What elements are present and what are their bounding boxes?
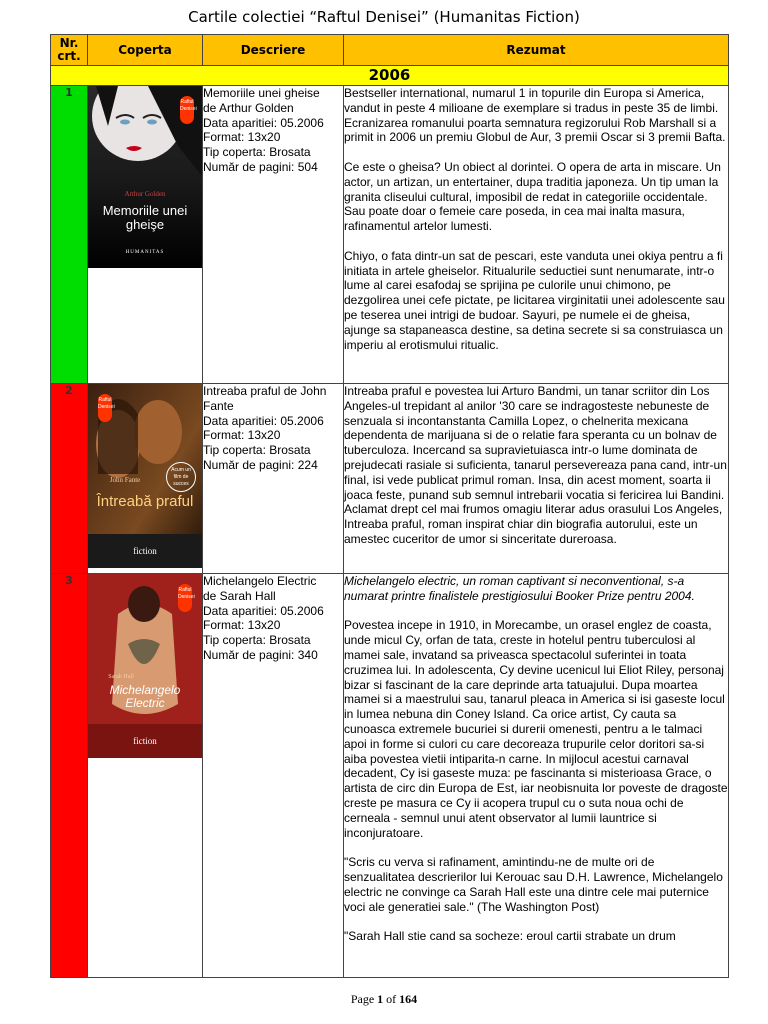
summary-cell bbox=[344, 86, 729, 384]
books-table bbox=[50, 34, 729, 978]
cover-brand: fiction bbox=[133, 736, 157, 746]
header-summary: Rezumat bbox=[344, 35, 729, 66]
cover-title-line2: Electric bbox=[125, 695, 165, 710]
year-row bbox=[51, 66, 729, 86]
cover-title-line2: gheişe bbox=[125, 216, 165, 232]
cover-title-line1: Michelangelo bbox=[109, 683, 181, 697]
header-cover: Coperta bbox=[88, 35, 203, 66]
desc-format: Format: 13x20 bbox=[203, 130, 281, 145]
table-row bbox=[51, 384, 729, 574]
cover-cell bbox=[88, 574, 203, 978]
summary-paragraph: Chiyo, o fata dintr-un sat de pescari, este vanduta unei okiya pentru a fi initiata in artele gheiselor. Ritualurile seductiei sunt nenumarate, intr-o lume al carei esafodaj se sprijina pe culorile unui chimono, pe dezgolirea unei cefe pictate, pe licitarea virginitatii unei adolescente sau pe teserea unei intrigi de budoar. Sayuri, pe numele ei de gheisa, ajunge sa stapaneasca destine, sa detina secrete si sa construiasca un imperiu al erotismului ritualic. bbox=[344, 248, 725, 352]
book-cover-intreaba-praful bbox=[88, 384, 202, 568]
summary-paragraph: Intreaba praful e povestea lui Arturo Bandmi, un tanar scriitor din Los Angeles-ul trepidant al anilor '30 care se indragosteste nebuneste de senzuala si incontanstanta Camilla Lopez, o chelnerita mexicana dependenta de marijuana si de o relatie fara speranta cu un bolnav de tuberculoza. Incercand sa supravietuiasca intr-o lume dominata de prejudecati rasiale si suficienta, tanarul persevereaza pana cand, intr-un final, isi vede publicat primul roman. Insa, din acest moment, soarta ii joaca feste, punand sub semnul intrebarii vocatia si fericirea lui Bandini. Aclamat drept cel mai frumos omagiu literar adus orasului Los Angeles, Intreaba praful, roman inspirat chiar din biografia autorului, este un amestec cuceritor de umor si sinceritate dureroasa. bbox=[344, 384, 727, 546]
footer-page-total: 164 bbox=[399, 992, 418, 1006]
desc-pages: Număr de pagini: 340 bbox=[203, 647, 318, 662]
row-number: 1 bbox=[51, 86, 88, 384]
desc-author: de Arthur Golden bbox=[203, 100, 294, 115]
desc-pages: Număr de pagini: 504 bbox=[203, 159, 318, 174]
table-row bbox=[51, 574, 729, 978]
cover-brand: fiction bbox=[133, 546, 157, 556]
desc-author: Fante bbox=[203, 398, 234, 413]
summary-lead: Michelangelo electric, un roman captivant si neconventional, s-a numarat printre finalistele prestigiosului Booker Prize pentru 2004. bbox=[344, 574, 695, 603]
cover-title bbox=[88, 684, 202, 709]
desc-date: Data aparitiei: 05.2006 bbox=[203, 603, 324, 618]
document-title: Cartile colectiei “Raftul Denisei” (Humanitas Fiction) bbox=[188, 8, 580, 26]
badge-text: Raftul Denisei bbox=[178, 587, 195, 600]
cover-author: John Fante bbox=[109, 476, 141, 484]
summary-paragraph: Povestea incepe in 1910, in Morecambe, un orasel englez de coasta, unde micul Cy, orfan de tata, creste in hotelul pentru tuberculosi al mamei sale, invatand sa priveasca spectacolul suferintei in toata cruzimea lui. In adolescenta, Cy devine ucenicul lui Eliot Riley, personaj bizar si fascinant de la care deprinde arta tatuajului. Dupa moartea mamei si a maestrului sau, tanarul pleaca in America si isi gaseste locul in lumea nebuna din Coney Island. Ca orice artist, Cy cauta sa cunoasca extremele bucuriei si durerii omenesti, pentru a le talmaci apoi in forme si culori cu care decoreaza trupurile celor doritori sa-si aiba povestea vietii intiparita-n carne. In mijlocul acestui carnaval decadent, Cy isi gaseste muza: pe fascinanta si misterioasa Grace, o artista de circ din Europa de Est, iar neobisnuita lor poveste de dragoste creste pe masura ce Cy ii acopera trupul cu o suta noua ochi de cerneala - semnul unui atent observator al lumii launtrice si inconjuratoare. bbox=[344, 618, 728, 840]
summary-cell bbox=[344, 574, 729, 978]
raftul-denisei-badge bbox=[98, 394, 115, 422]
summary-cell bbox=[344, 384, 729, 574]
raftul-denisei-badge bbox=[180, 96, 197, 124]
summary-quote: "Scris cu verva si rafinament, amintindu-ne de multe ori de senzualitatea descrierilor lui Kerouac sau D.H. Lawrence, Michelangelo electric ne convinge ca Sarah Hall este una dintre cele mai puternice voci ale generatiei sale." (The Washington Post) bbox=[344, 855, 723, 914]
desc-format: Format: 13x20 bbox=[203, 428, 281, 443]
desc-title: Memoriile unei gheise bbox=[203, 86, 320, 100]
desc-date: Data aparitiei: 05.2006 bbox=[203, 115, 324, 130]
header-description: Descriere bbox=[203, 35, 344, 66]
header-nr bbox=[51, 35, 88, 66]
header-nr-label: Nr. bbox=[59, 36, 79, 50]
cover-brand: HUMANITAS bbox=[125, 250, 165, 255]
row-number: 3 bbox=[51, 574, 88, 978]
summary-clip bbox=[344, 574, 728, 972]
desc-cover-type: Tip coperta: Brosata bbox=[203, 633, 311, 648]
desc-pages: Număr de pagini: 224 bbox=[203, 457, 318, 472]
desc-format: Format: 13x20 bbox=[203, 618, 281, 633]
badge-text: Raftul Denisei bbox=[180, 99, 197, 112]
year-label: 2006 bbox=[51, 66, 729, 86]
cover-title bbox=[88, 204, 202, 231]
page-footer bbox=[0, 992, 768, 1007]
desc-title: Michelangelo Electric bbox=[203, 574, 317, 588]
cover-title: Întreabă praful bbox=[96, 493, 194, 510]
cover-tagline: Acum un film de succes bbox=[166, 462, 196, 492]
summary-paragraph: Ce este o gheisa? Un obiect al dorintei. O opera de arta in miscare. Un actor, un artizan, un entertainer, dupa traditia japoneza. Un tip uman la granita cliseului cultural, imposibil de redat in categoriile occidentale. Sau poate doar o femeie care poseda, in cea mai inalta masura, rafinamentul artelor lumesti. bbox=[344, 159, 721, 234]
footer-of-word: of bbox=[386, 992, 397, 1006]
badge-text: Raftul Denisei bbox=[98, 397, 115, 410]
cover-cell bbox=[88, 384, 203, 574]
description-cell bbox=[203, 86, 344, 384]
summary-paragraph: Bestseller international, numarul 1 in topurile din Europa si America, vandut in peste 4 milioane de exemplare si tradus in peste 35 de limbi. Ecranizarea romanului poarta semnatura regizorului Rob Marshall si a primit in 2006 un premiu Globul de Aur, 3 premii Oscar si 3 premii Bafta. bbox=[344, 86, 726, 145]
description-cell bbox=[203, 384, 344, 574]
cover-author: Sarah Hall bbox=[108, 674, 134, 680]
desc-date: Data aparitiei: 05.2006 bbox=[203, 413, 324, 428]
desc-cover-type: Tip coperta: Brosata bbox=[203, 443, 311, 458]
book-cover-memoriile bbox=[88, 86, 202, 268]
row-number: 2 bbox=[51, 384, 88, 574]
desc-author: de Sarah Hall bbox=[203, 588, 276, 603]
desc-title: Intreaba praful de John bbox=[203, 384, 327, 398]
footer-page-word: Page bbox=[350, 992, 375, 1006]
cover-title-line1: Memoriile unei bbox=[102, 203, 188, 218]
desc-cover-type: Tip coperta: Brosata bbox=[203, 145, 311, 160]
header-crt-label: crt. bbox=[57, 49, 81, 63]
cover-cell bbox=[88, 86, 203, 384]
cover-author: Arthur Golden bbox=[124, 190, 166, 198]
book-cover-michelangelo bbox=[88, 574, 202, 758]
raftul-denisei-badge bbox=[178, 584, 195, 612]
table-header-row bbox=[51, 35, 729, 66]
table-row bbox=[51, 86, 729, 384]
footer-page-current: 1 bbox=[377, 992, 384, 1006]
summary-quote: "Sarah Hall stie cand sa socheze: eroul cartii strabate un drum bbox=[344, 929, 676, 944]
description-cell bbox=[203, 574, 344, 978]
